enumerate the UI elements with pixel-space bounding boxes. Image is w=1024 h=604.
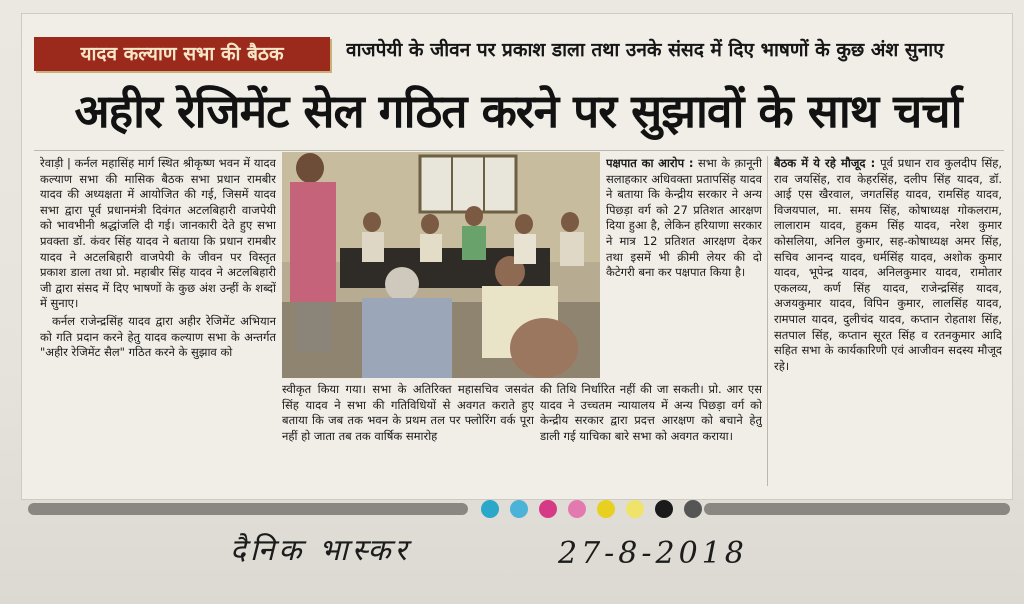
headline: अहीर रेजिमेंट सेल गठित करने पर सुझावों के साथ चर्चा: [74, 84, 962, 138]
col3-lead: पक्षपात का आरोप :: [606, 156, 694, 170]
col2-text: स्वीकृत किया गया। सभा के अतिरिक्त महासचिव जसवंत सिंह यादव ने सभा की गतिविधियों से अवगत कराते हुए बताया कि जब तक भवन के प्रथम तल पर फ्लोरिंग वर्क पूरा नहीं हो जाता तब तक वार्षिक समारोह: [282, 382, 534, 443]
registration-dot: [597, 500, 615, 518]
registration-dots: [481, 500, 702, 518]
headline-rule: [34, 150, 1004, 151]
col1-paragraph-1: रेवाड़ी | कर्नल महासिंह मार्ग स्थित श्रीकृष्ण भवन में यादव कल्याण सभा की मासिक बैठक सभा प्रधान रामबीर यादव की अध्यक्षता में आयोजित की गई, जिसमें यादव सभा द्वारा पूर्व प्रधानमंत्री दिवंगत अटलबिहारी वाजपेयी को भावभीनी श्रद्धांजलि दी गई। जानकारी देते हुए सभा प्रवक्ता डॉ. कंवर सिंह यादव ने बताया कि प्रधान रामबीर यादव ने अटलबिहारी वाजपेयी के जीवन पर विस्तृत प्रकाश डाला तथा प्रो. महाबीर सिंह यादव ने अटलबिहारी जी द्वारा संसद में दिए भाषणों के कुछ अंश उन्हीं के शब्दों में सुनाए।: [40, 156, 276, 311]
registration-dot: [655, 500, 673, 518]
printer-color-bar: [28, 499, 1010, 519]
handwritten-date: 27-8-2018: [558, 536, 748, 571]
column-3-top: [606, 156, 762, 370]
meeting-photo-image: [282, 152, 600, 378]
col1-paragraph-2: कर्नल राजेन्द्रसिंह यादव द्वारा अहीर रेजिमेंट अभियान को गति प्रदान करने हेतु यादव कल्याण सभा के अन्तर्गत "अहीर रेजिमेंट सैल" गठित करने के सुझाव को: [40, 313, 276, 360]
column-divider: [767, 156, 768, 486]
registration-dot: [539, 500, 557, 518]
meeting-photo: [282, 152, 600, 378]
registration-dot: [684, 500, 702, 518]
registration-dot: [626, 500, 644, 518]
handwritten-paper-name: दैनिक भास्कर: [230, 533, 411, 568]
registration-dot: [510, 500, 528, 518]
col4-lead: बैठक में ये रहे मौजूद :: [774, 156, 876, 170]
registration-dot: [481, 500, 499, 518]
column-2: [282, 382, 534, 490]
subheadline: वाजपेयी के जीवन पर प्रकाश डाला तथा उनके संसद में दिए भाषणों के कुछ अंश सुनाए: [346, 39, 944, 61]
column-1: [40, 156, 276, 488]
registration-dot: [568, 500, 586, 518]
column-4: [774, 156, 1002, 488]
col3-bottom-text: की तिथि निर्धारित नहीं की जा सकती। प्रो. आर एस यादव ने उच्चतम न्यायालय में अन्य पिछड़ा वर्ग को केन्द्रीय सरकार द्वारा प्रदत्त आरक्षण को बचाने हेतु डाली गई याचिका बारे सभा को अवगत कराया।: [540, 382, 762, 443]
col4-text: पूर्व प्रधान राव कुलदीप सिंह, राव जयसिंह, राव केहरसिंह, दलीप सिंह यादव, डॉ. आई एस खैरवाल, जगतसिंह यादव, रामसिंह यादव, विजयपाल, मा. समय सिंह, कोषाध्यक्ष गोकलराम, लालाराम यादव, हुकम सिंह यादव, नरेश कुमार कोसलिया, अनिल कुमार, सह-कोषाध्यक्ष अमर सिंह, सचिव आनन्द यादव, धर्मसिंह यादव, अशोक कुमार यादव, भूपेन्द्र यादव, अनिलकुमार यादव, रामोतार एकलव्य, कर्ण सिंह यादव, राजेन्द्रसिंह यादव, अजयकुमार यादव, विपिन कुमार, लालसिंह यादव, रामपाल यादव, दुलीचंद यादव, कप्तान रोहताश सिंह, सतपाल सिंह, कप्तान सूरत सिंह व रतनकुमार आदि सहित सभा के कार्यकारिणी एवं आजीवन सदस्य मौजूद रहे।: [774, 156, 1002, 373]
col3-text: सभा के क़ानूनी सलाहकार अधिवक्ता प्रतापसिंह यादव ने बताया कि केन्द्रीय सरकार ने अन्य पिछड़ा वर्ग को 27 प्रतिशत आरक्षण दिया हुआ है, लेकिन हरियाणा सरकार ने मात्र 12 प्रतिशत आरक्षण देकर तथा इसमें भी क्रीमी लेयर की दो कैटेगरी बना कर पक्षपात किया है।: [606, 156, 762, 280]
section-kicker: यादव कल्याण सभा की बैठक: [34, 37, 330, 71]
column-3-bottom: [540, 382, 762, 490]
